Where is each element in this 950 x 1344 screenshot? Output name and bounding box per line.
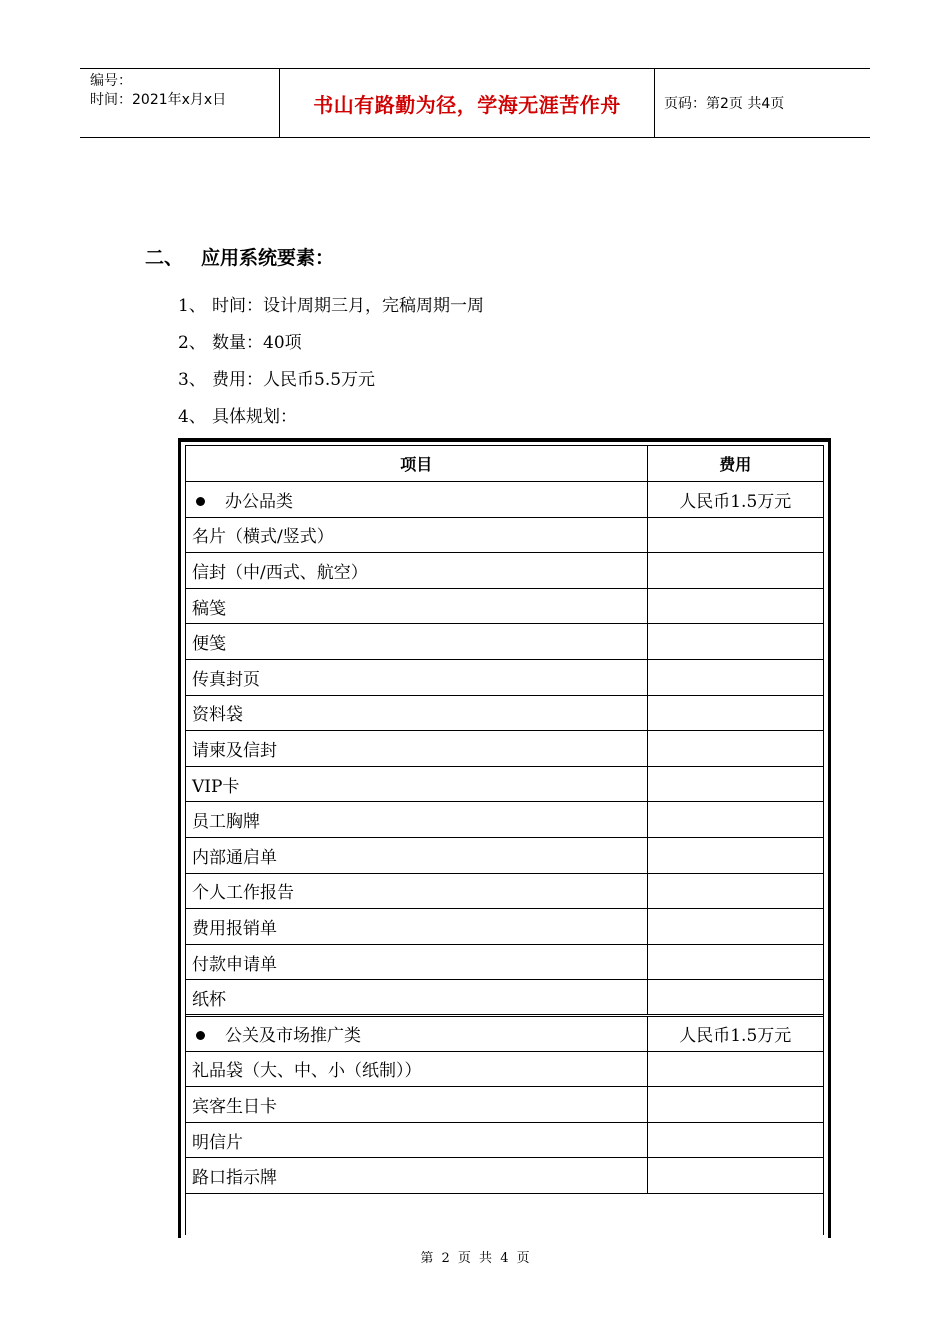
table-row xyxy=(186,553,823,589)
item-text: 员工胸牌 xyxy=(192,812,260,833)
fee-cell xyxy=(647,1122,823,1158)
plan-table-frame xyxy=(178,438,831,1238)
fee-cell xyxy=(647,980,823,1016)
fee-cell xyxy=(647,660,823,696)
fee-cell xyxy=(647,909,823,945)
table-row xyxy=(186,1087,823,1123)
list-item-number: 2、 xyxy=(178,333,206,353)
item-cell xyxy=(186,1158,647,1194)
item-cell xyxy=(186,1016,647,1052)
header-page-label: 页码：第2页 共4页 xyxy=(664,96,785,112)
list-item xyxy=(178,293,484,330)
item-cell xyxy=(186,553,647,589)
item-cell xyxy=(186,766,647,802)
item-cell xyxy=(186,482,647,518)
table-category-row xyxy=(186,1016,823,1052)
fee-cell xyxy=(647,802,823,838)
page-footer: 第 2 页 共 4 页 xyxy=(420,1251,530,1266)
item-text: 路口指示牌 xyxy=(192,1168,277,1189)
document-time-label: 时间：2021年x月x日 xyxy=(90,92,227,108)
list-item-text: 费用：人民币5.5万元 xyxy=(212,370,376,390)
item-text: 办公品类 xyxy=(225,491,293,512)
table-row xyxy=(186,695,823,731)
item-text: 付款申请单 xyxy=(192,954,277,975)
list-item-number: 4、 xyxy=(178,407,206,427)
item-cell xyxy=(186,695,647,731)
item-cell xyxy=(186,802,647,838)
table-row xyxy=(186,980,823,1016)
item-text: 内部通启单 xyxy=(192,847,277,868)
list-item-number: 3、 xyxy=(178,370,206,390)
item-text: 传真封页 xyxy=(192,669,260,690)
item-text: 明信片 xyxy=(192,1132,243,1153)
list-item xyxy=(178,367,484,404)
item-cell xyxy=(186,1122,647,1158)
table-row xyxy=(186,838,823,874)
bullet-icon xyxy=(196,497,205,506)
item-text: 名片（横式/竖式） xyxy=(192,527,334,548)
list-item-number: 1、 xyxy=(178,296,206,316)
section-title xyxy=(145,243,334,270)
table-row xyxy=(186,588,823,624)
item-text: 便笺 xyxy=(192,634,226,655)
item-text: 纸杯 xyxy=(192,989,226,1010)
table-row xyxy=(186,802,823,838)
fee-cell xyxy=(647,1051,823,1087)
item-cell xyxy=(186,838,647,874)
document-number-label: 编号： xyxy=(90,73,132,89)
fee-cell xyxy=(647,1087,823,1123)
fee-cell xyxy=(647,838,823,874)
table-header-row xyxy=(186,446,823,482)
plan-table-inner xyxy=(185,445,824,1235)
table-category-row xyxy=(186,482,823,518)
fee-cell xyxy=(647,766,823,802)
item-cell xyxy=(186,1051,647,1087)
table-row xyxy=(186,1122,823,1158)
fee-cell xyxy=(647,624,823,660)
item-cell xyxy=(186,660,647,696)
table-row xyxy=(186,660,823,696)
list-item-text: 时间：设计周期三月，完稿周期一周 xyxy=(212,296,484,316)
table-body xyxy=(186,482,823,1194)
fee-cell xyxy=(647,944,823,980)
header-meta xyxy=(80,69,280,137)
item-cell xyxy=(186,517,647,553)
requirement-list xyxy=(178,293,484,441)
header-motto: 书山有路勤为径，学海无涯苦作舟 xyxy=(280,69,655,137)
table-row xyxy=(186,1051,823,1087)
column-header-fee: 费用 xyxy=(647,446,823,482)
item-cell xyxy=(186,1087,647,1123)
item-cell xyxy=(186,980,647,1016)
section-title-text: 应用系统要素： xyxy=(201,247,335,269)
item-text: 信封（中/西式、航空） xyxy=(192,563,368,584)
page-header xyxy=(80,68,870,138)
list-item xyxy=(178,330,484,367)
item-cell xyxy=(186,624,647,660)
fee-cell: 人民币1.5万元 xyxy=(647,1016,823,1052)
plan-table xyxy=(186,446,823,1194)
bullet-icon xyxy=(196,1031,205,1040)
item-text: 稿笺 xyxy=(192,598,226,619)
fee-cell: 人民币1.5万元 xyxy=(647,482,823,518)
item-text: 请柬及信封 xyxy=(192,741,277,762)
table-row xyxy=(186,1158,823,1194)
table-row xyxy=(186,517,823,553)
item-text: VIP卡 xyxy=(192,776,240,797)
item-cell xyxy=(186,944,647,980)
list-item xyxy=(178,404,484,441)
item-text: 公关及市场推广类 xyxy=(225,1026,361,1047)
list-item-text: 数量：40项 xyxy=(212,333,302,353)
item-text: 礼品袋（大、中、小（纸制）） xyxy=(192,1061,422,1082)
fee-cell xyxy=(647,731,823,767)
table-row xyxy=(186,909,823,945)
fee-cell xyxy=(647,588,823,624)
fee-cell xyxy=(647,695,823,731)
item-text: 个人工作报告 xyxy=(192,883,294,904)
item-cell xyxy=(186,909,647,945)
table-row xyxy=(186,766,823,802)
fee-cell xyxy=(647,553,823,589)
item-cell xyxy=(186,588,647,624)
table-row xyxy=(186,944,823,980)
table-row xyxy=(186,624,823,660)
item-text: 宾客生日卡 xyxy=(192,1096,277,1117)
item-cell xyxy=(186,873,647,909)
fee-cell xyxy=(647,1158,823,1194)
list-item-text: 具体规划： xyxy=(212,407,297,427)
column-header-item: 项目 xyxy=(186,446,647,482)
fee-cell xyxy=(647,517,823,553)
table-row xyxy=(186,873,823,909)
section-number: 二、 xyxy=(145,247,184,269)
item-text: 费用报销单 xyxy=(192,919,277,940)
item-cell xyxy=(186,731,647,767)
fee-cell xyxy=(647,873,823,909)
item-text: 资料袋 xyxy=(192,705,243,726)
table-row xyxy=(186,731,823,767)
